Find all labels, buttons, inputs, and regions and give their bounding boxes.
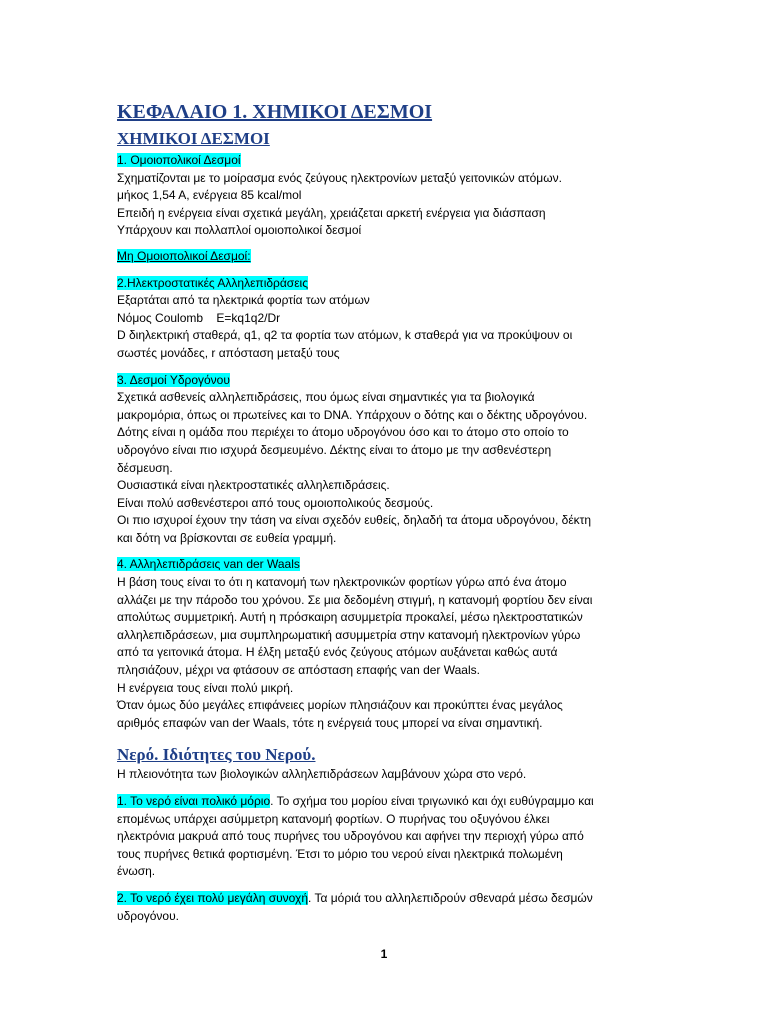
electrostatic-line: D διηλεκτρική σταθερά, q1, q2 τα φορτία των ατόμων, k σταθερά για να προκύψουν οι: [117, 328, 573, 343]
water-property-1-line: ηλεκτρόνια μακρυά από τους πυρήνες του υδρογόνου και αφήνει την περιοχή γύρω από: [117, 829, 584, 844]
electrostatic-line: Εξαρτάται από τα ηλεκτρικά φορτία των ατόμων: [117, 293, 370, 308]
vdw-line: αλληλεπιδράσεων, μια συμπληρωματική ασυμμετρία στην κατανομή ηλεκτρονίων γύρω: [117, 627, 581, 642]
page-content: [117, 100, 657, 925]
hydrogen-line: Οι πιο ισχυροί έχουν την τάση να είναι σχεδόν ευθείς, δηλαδή τα άτομα υδρογόνου, δέκτη: [117, 513, 592, 528]
covalent-line: μήκος 1,54 Α, ενέργεια 85 kcal/mol: [117, 188, 302, 203]
vdw-line: Η βάση τους είναι το ότι η κατανομή των ηλεκτρονικών φορτίων γύρω από ένα άτομο: [117, 575, 567, 590]
hydrogen-line: Ουσιαστικά είναι ηλεκτροστατικές αλληλεπιδράσεις.: [117, 478, 390, 493]
hydrogen-line: και δότη να βρίσκονται σε ευθεία γραμμή.: [117, 530, 337, 545]
hydrogen-line: Δότης είναι η ομάδα που περιέχει το άτομο υδρογόνου όσο και το άτομο στο οποίο το: [117, 425, 569, 440]
water-property-2-highlight: 2. Το νερό έχει πολύ μεγάλη συνοχή: [117, 890, 308, 905]
vdw-line: Όταν όμως δύο μεγάλες επιφάνειες μορίων πλησιάζουν και προκύπτει ένας μεγάλος: [117, 698, 563, 713]
hydrogen-line: μακρομόρια, όπως οι πρωτείνες και το DNA. Υπάρχουν ο δότης και ο δέκτης υδρογόνου.: [117, 407, 588, 422]
electrostatic-line: σωστές μονάδες, r απόσταση μεταξύ τους: [117, 345, 340, 360]
covalent-line: Υπάρχουν και πολλαπλοί ομοιοπολικοί δεσμοί: [117, 223, 362, 238]
chapter-title: ΚΕΦΑΛΑΙΟ 1. ΧΗΜΙΚΟΙ ΔΕΣΜΟΙ: [117, 101, 433, 123]
water-property-1: 1. Το νερό είναι πολικό μόριο. Το σχήμα του μορίου είναι τριγωνικό και όχι ευθύγραμμο και: [117, 794, 594, 808]
vdw-line: αριθμός επαφών van der Waals, τότε η ενέργειά τους μπορεί να είναι σημαντική.: [117, 715, 543, 730]
covalent-heading: 1. Ομοιοπολικοί Δεσμοί: [117, 153, 241, 167]
vdw-line: απολύτως συμμετρική. Αυτή η πρόσκαιρη ασυμμετρία προκαλεί, μέσω ηλεκτροστατικών: [117, 610, 583, 625]
water-property-1-line: ένωση.: [117, 864, 156, 879]
vdw-heading: 4. Αλληλεπιδράσεις van der Waals: [117, 557, 300, 572]
water-intro: Η πλειονότητα των βιολογικών αλληλεπιδράσεων λαμβάνουν χώρα στο νερό.: [117, 767, 527, 782]
vdw-line: Η ενέργεια τους είναι πολύ μικρή.: [117, 680, 294, 695]
hydrogen-line: Είναι πολύ ασθενέστεροι από τους ομοιοπολικούς δεσμούς.: [117, 495, 434, 510]
hydrogen-line: Σχετικά ασθενείς αλληλεπιδράσεις, που όμως είναι σημαντικές για τα βιολογικά: [117, 390, 535, 405]
vdw-line: από τα γειτονικά άτομα. Η έλξη μεταξύ ενός ζεύγους ατόμων αυξάνεται καθώς αυτά: [117, 645, 558, 660]
hydrogen-line: υδρογόνο είναι πιο ισχυρά δεσμευμένο. Δέκτης είναι το άτομο με την ασθενέστερη: [117, 442, 552, 457]
electrostatic-heading: 2.Ηλεκτροστατικές Αλληλεπιδράσεις: [117, 275, 309, 290]
water-property-1-highlight: 1. Το νερό είναι πολικό μόριο: [117, 794, 271, 808]
hydrogen-line: δέσμευση.: [117, 460, 173, 475]
water-property-1-line: τους πυρήνες θετικά φορτισμένη. Έτσι το μόριο του νερού είναι ηλεκτρικά πολωμένη: [117, 846, 563, 861]
water-property-1-line: επομένως υπάρχει ασύμμετρη κατανομή φορτίων. Ο πυρήνας του οξυγόνου έλκει: [117, 811, 550, 826]
vdw-line: αλλάζει με την πάροδο του χρόνου. Σε μια δεδομένη στιγμή, η κατανομή φορτίου δεν είναι: [117, 592, 593, 607]
covalent-line: Σχηματίζονται με το μοίρασμα ενός ζεύγους ηλεκτρονίων μεταξύ γειτονικών ατόμων.: [117, 170, 562, 185]
noncovalent-heading: Μη Ομοιοπολικοί Δεσμοί:: [117, 248, 251, 263]
water-property-2: 2. Το νερό έχει πολύ μεγάλη συνοχή. Τα μόριά του αλληλεπιδρούν σθεναρά μέσω δεσμών: [117, 890, 593, 905]
section-title-chemical-bonds: ΧΗΜΙΚΟΙ ΔΕΣΜΟΙ: [117, 129, 270, 148]
hydrogen-bonds-heading: 3. Δεσμοί Υδρογόνου: [117, 372, 230, 387]
page-number: 1: [380, 947, 388, 961]
covalent-line: Επειδή η ενέργεια είναι σχετικά μεγάλη, χρειάζεται αρκετή ενέργεια για διάσπαση: [117, 205, 546, 220]
water-section-title: Νερό. Ιδιότητες του Νερού.: [117, 745, 316, 765]
electrostatic-line: Νόμος Coulomb E=kq1q2/Dr: [117, 310, 281, 325]
water-property-2-line: υδρογόνου.: [117, 908, 179, 923]
vdw-line: πλησιάζουν, μέχρι να φτάσουν σε απόσταση επαφής van der Waals.: [117, 663, 480, 678]
